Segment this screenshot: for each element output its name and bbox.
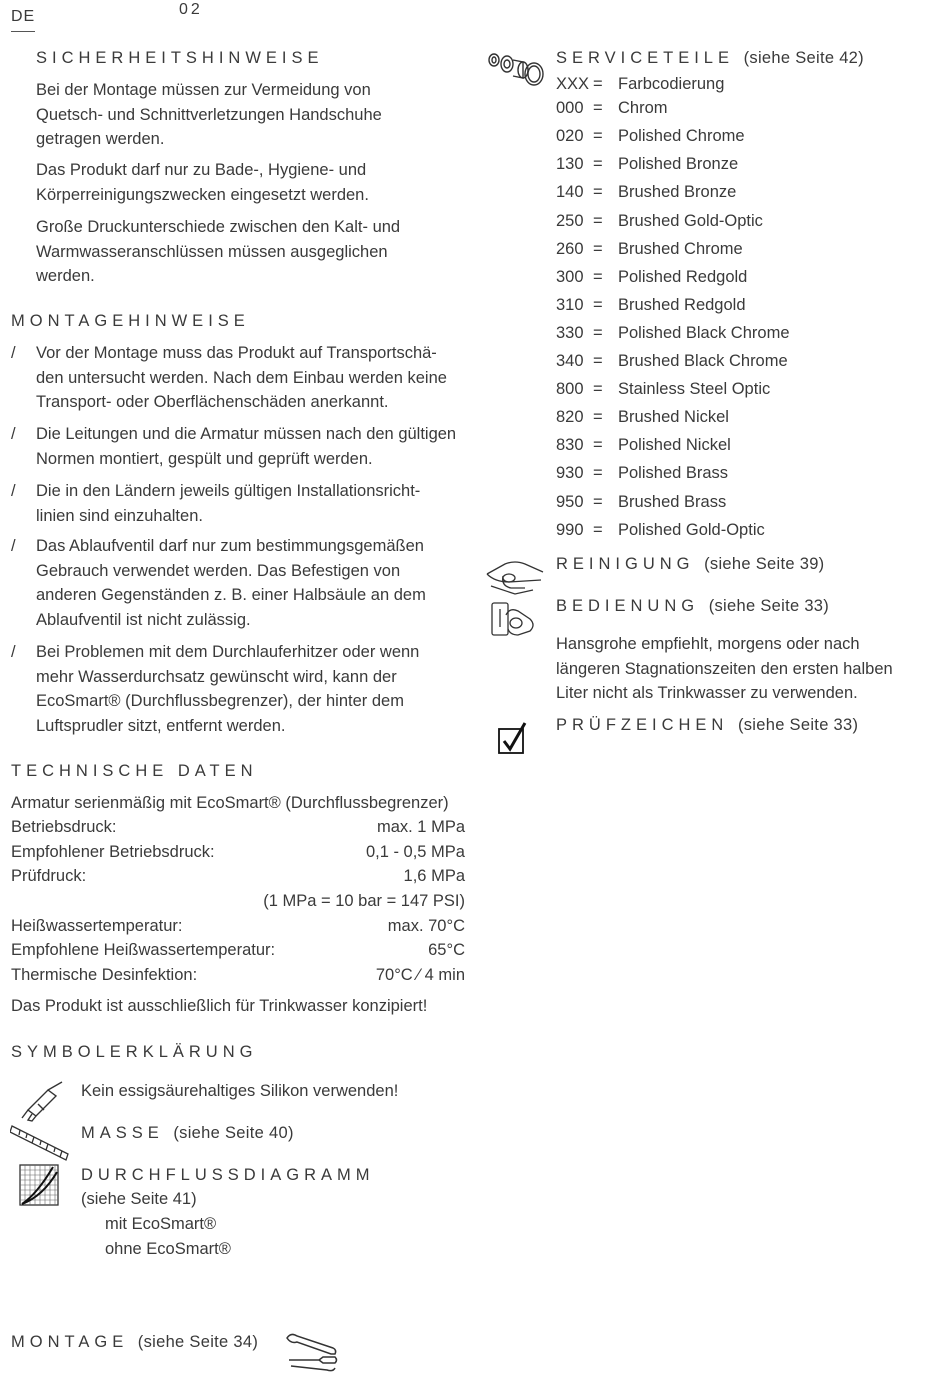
equals-sign: = (593, 155, 603, 173)
color-name: Brushed Black Chrome (618, 352, 788, 370)
operation-title: BEDIENUNG (556, 597, 700, 615)
color-code: 800 (556, 380, 584, 398)
service-color-row (556, 180, 736, 204)
operation-hand-icon (490, 597, 538, 639)
equals-sign: = (593, 183, 603, 201)
assembly-note-item (11, 422, 471, 471)
equals-sign: = (593, 99, 603, 117)
technical-data-heading: TECHNISCHE DATEN (11, 762, 258, 780)
montage-title: MONTAGE (11, 1333, 129, 1351)
drinking-water-note: Das Produkt ist ausschließlich für Trinkwasser konzipiert! (11, 997, 428, 1015)
operation-heading (556, 594, 829, 619)
color-name: Polished Black Chrome (618, 324, 790, 342)
bullet-slash: / (11, 643, 16, 661)
dimensions-page-ref: (siehe Seite 40) (173, 1124, 294, 1142)
assembly-note-text: Bei Problemen mit dem Durchlauferhitzer oder wenn mehr Wasserdurchsatz gewünscht wird, kann der EcoSmart® (Durchflussbegrenzer), der hinter dem Luftsprudler sitzt, entfernt werden. (36, 643, 420, 735)
color-code: 340 (556, 352, 584, 370)
color-name: Brushed Chrome (618, 240, 743, 258)
color-code: 300 (556, 268, 584, 286)
service-color-row (556, 377, 770, 401)
service-color-row (556, 124, 745, 148)
color-name: Brushed Brass (618, 493, 727, 511)
safety-heading: SICHERHEITSHINWEISE (36, 49, 324, 67)
approval-heading (556, 713, 858, 738)
assembly-note-item (11, 640, 471, 738)
silicone-warning-text: Kein essigsäurehaltiges Silikon verwenden! (81, 1082, 399, 1100)
equals-sign: = (593, 127, 603, 145)
equals-sign: = (593, 493, 603, 511)
service-parts-icon (487, 48, 545, 88)
service-color-row (556, 461, 728, 485)
equals-sign: = (593, 380, 603, 398)
service-color-row (556, 433, 731, 457)
tech-value: 65°C (428, 941, 465, 959)
service-parts-title: SERVICETEILE (556, 49, 734, 67)
flow-diagram-page-ref: (siehe Seite 41) (81, 1190, 197, 1208)
color-code: 260 (556, 240, 584, 258)
operation-recommendation: Hansgrohe empfiehlt, morgens oder nach längeren Stagnationszeiten den ersten halben Liter nicht als Trinkwasser zu verwenden. (556, 635, 893, 702)
equals-sign: = (593, 240, 603, 258)
service-parts-heading (556, 46, 864, 71)
dimensions-title: MASSE (81, 1124, 164, 1142)
color-code: 950 (556, 493, 584, 511)
equals-sign: = (593, 268, 603, 286)
assembly-note-text: Die Leitungen und die Armatur müssen nach den gültigen Normen montiert, gespült und geprüft werden. (36, 425, 457, 468)
safety-paragraph-3: Große Druckunterschiede zwischen den Kalt- und Warmwasseranschlüssen müssen ausgeglichen werden. (36, 218, 401, 285)
color-name: Brushed Bronze (618, 183, 737, 201)
service-color-row (556, 237, 743, 261)
tech-label: Empfohlener Betriebsdruck: (11, 843, 215, 861)
page-number: 02 (179, 1, 203, 18)
language-code: DE (11, 5, 35, 32)
symbols-heading: SYMBOLERKLÄRUNG (11, 1043, 258, 1061)
checkmark-box-icon (497, 721, 529, 757)
flow-without-ecosmart: ohne EcoSmart® (105, 1240, 231, 1258)
service-color-row (556, 72, 724, 96)
color-code: 140 (556, 183, 584, 201)
color-name: Polished Bronze (618, 155, 739, 173)
tech-label: Empfohlene Heißwassertemperatur: (11, 941, 276, 959)
color-name: Polished Chrome (618, 127, 745, 145)
service-color-row (556, 518, 765, 542)
service-color-row (556, 405, 729, 429)
tech-value: max. 70°C (387, 917, 465, 935)
color-name: Polished Redgold (618, 268, 748, 286)
color-code: 020 (556, 127, 584, 145)
tech-row-pressure-conversion (11, 889, 465, 914)
assembly-note-item (11, 341, 471, 415)
assembly-note-text: Die in den Ländern jeweils gültigen Installationsricht- linien sind einzuhalten. (36, 482, 421, 525)
ruler-icon (10, 1122, 70, 1162)
assembly-notes-heading: MONTAGEHINWEISE (11, 312, 250, 330)
service-color-row (556, 293, 746, 317)
assembly-note-text: Das Ablaufventil darf nur zum bestimmungsgemäßen Gebrauch verwendet werden. Das Befestigen von anderen Gegenständen z. B. einer Halbsäule an dem Ablaufventil ist nicht zulässig. (36, 537, 426, 629)
cleaning-page-ref: (siehe Seite 39) (704, 555, 825, 573)
tech-value: (1 MPa = 10 bar = 147 PSI) (263, 892, 465, 910)
service-color-row (556, 96, 668, 120)
bullet-slash: / (11, 537, 16, 555)
color-name: Stainless Steel Optic (618, 380, 771, 398)
color-name: Polished Nickel (618, 436, 731, 454)
approval-page-ref: (siehe Seite 33) (737, 716, 859, 734)
tech-value: 0,1 - 0,5 MPa (365, 843, 465, 861)
service-color-row (556, 209, 763, 233)
flow-diagram-icon (19, 1164, 59, 1206)
cleaning-hand-icon (485, 556, 545, 596)
color-name: Farbcodierung (618, 75, 725, 93)
bullet-slash: / (11, 344, 16, 362)
tech-row-thermal-disinfection (11, 963, 465, 988)
service-color-row (556, 349, 788, 373)
tech-row-recommended-pressure (11, 840, 465, 865)
approval-title: PRÜFZEICHEN (556, 716, 729, 734)
equals-sign: = (593, 75, 603, 93)
color-code: 000 (556, 99, 584, 117)
service-color-row (556, 321, 790, 345)
tech-row-recommended-hot-water-temp (11, 938, 465, 963)
service-color-row (556, 490, 726, 514)
safety-paragraph-1: Bei der Montage müssen zur Vermeidung von Quetsch- und Schnittverletzungen Handschuhe getragen werden. (36, 81, 382, 148)
bullet-slash: / (11, 425, 16, 443)
flow-diagram-heading: DURCHFLUSSDIAGRAMM (81, 1166, 375, 1184)
montage-page-ref: (siehe Seite 34) (137, 1333, 259, 1351)
equals-sign: = (593, 521, 603, 539)
bullet-slash: / (11, 482, 16, 500)
tech-label: Prüfdruck: (11, 867, 87, 885)
cleaning-heading (556, 552, 824, 577)
color-name: Polished Gold-Optic (618, 521, 765, 539)
color-code: 820 (556, 408, 584, 426)
flow-with-ecosmart: mit EcoSmart® (105, 1215, 217, 1233)
tech-value: 70°C ⁄ 4 min (375, 966, 465, 984)
color-code: 310 (556, 296, 584, 314)
safety-paragraph-2: Das Produkt darf nur zu Bade-, Hygiene- und Körperreinigungszwecken eingesetzt werden. (36, 161, 369, 204)
tech-row-test-pressure (11, 864, 465, 889)
color-code: 830 (556, 436, 584, 454)
equals-sign: = (593, 212, 603, 230)
assembly-note-text: Vor der Montage muss das Produkt auf Transportschä- den untersucht werden. Nach dem Einbau werden keine Transport- oder Oberflächenschäden anerkannt. (36, 344, 447, 411)
service-parts-page-ref: (siehe Seite 42) (743, 49, 864, 67)
color-name: Polished Brass (618, 464, 729, 482)
tech-value: 1,6 MPa (403, 867, 465, 885)
assembly-note-item (11, 479, 471, 528)
equals-sign: = (593, 352, 603, 370)
operation-page-ref: (siehe Seite 33) (708, 597, 830, 615)
silicone-gun-icon (18, 1080, 66, 1122)
color-code: 130 (556, 155, 584, 173)
color-code: XXX (556, 75, 590, 93)
color-code: 250 (556, 212, 584, 230)
equals-sign: = (593, 436, 603, 454)
tech-label: Thermische Desinfektion: (11, 966, 198, 984)
equals-sign: = (593, 296, 603, 314)
dimensions-heading (81, 1121, 294, 1146)
equals-sign: = (593, 408, 603, 426)
cleaning-title: REINIGUNG (556, 555, 695, 573)
tech-row-hot-water-temp (11, 914, 465, 939)
tech-label: Heißwassertemperatur: (11, 917, 183, 935)
color-name: Brushed Redgold (618, 296, 746, 314)
equals-sign: = (593, 464, 603, 482)
equals-sign: = (593, 324, 603, 342)
tech-row-operating-pressure (11, 815, 465, 840)
service-color-row (556, 265, 747, 289)
color-code: 930 (556, 464, 584, 482)
color-name: Chrom (618, 99, 668, 117)
technical-intro: Armatur serienmäßig mit EcoSmart® (Durchflussbegrenzer) (11, 794, 449, 812)
assembly-note-item (11, 534, 471, 632)
color-name: Brushed Gold-Optic (618, 212, 763, 230)
tech-value: max. 1 MPa (376, 818, 465, 836)
color-code: 330 (556, 324, 584, 342)
color-name: Brushed Nickel (618, 408, 729, 426)
color-code: 990 (556, 521, 584, 539)
montage-heading (11, 1330, 258, 1355)
service-color-row (556, 152, 738, 176)
tech-label: Betriebsdruck: (11, 818, 117, 836)
tools-icon (283, 1330, 339, 1374)
